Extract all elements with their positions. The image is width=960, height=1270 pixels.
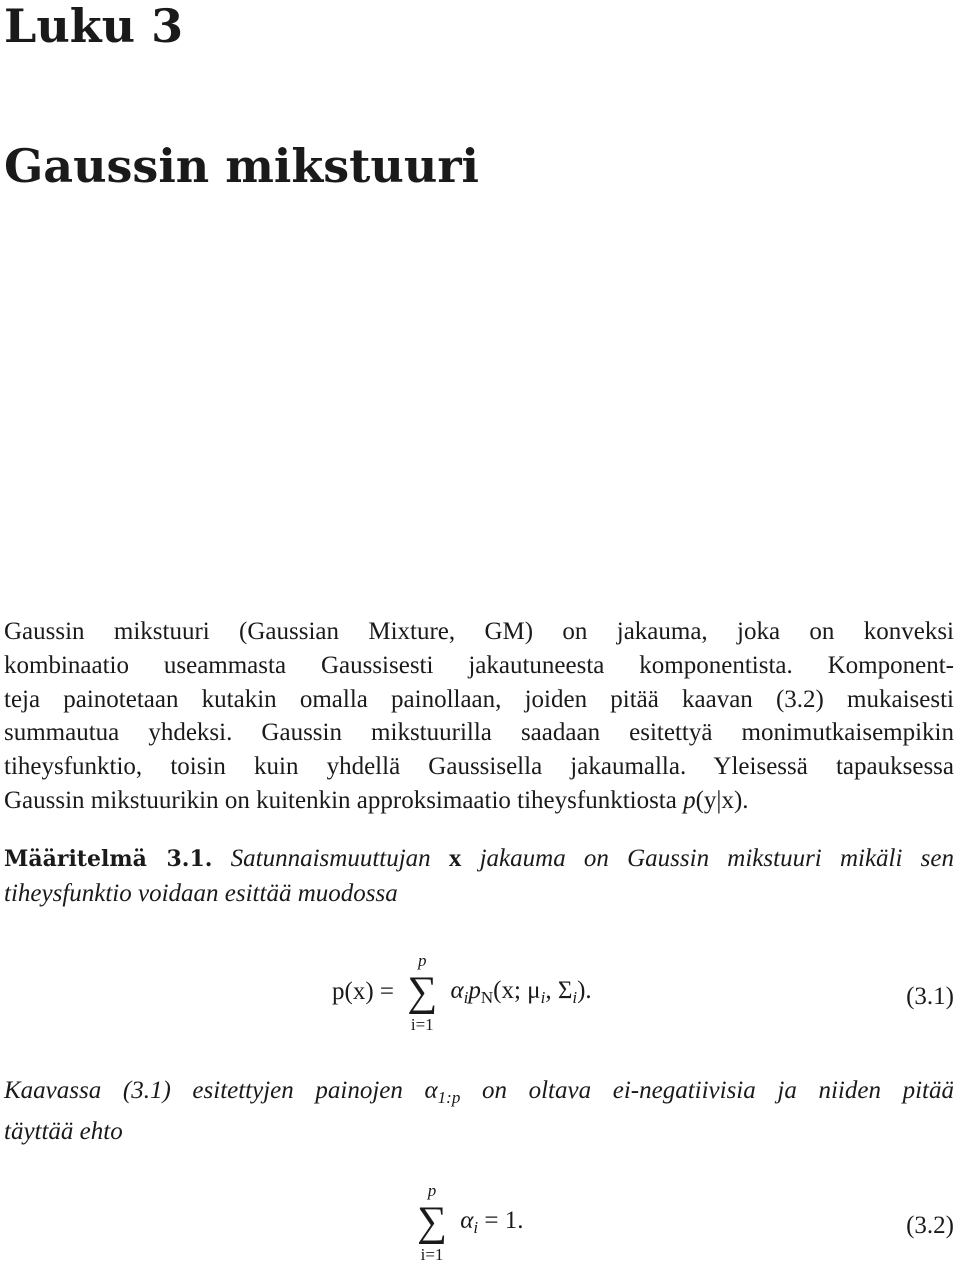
text-line: tiheysfunktio, toisin kuin yhdellä Gaussisella jakaumalla. Yleisessä tapauksessa — [4, 753, 954, 781]
summation — [400, 951, 444, 1034]
math-sub: N — [480, 987, 494, 1007]
text-fragment: esitettyjen painojen — [192, 1077, 403, 1104]
text-line: summautua yhdeksi. Gaussin mikstuurilla saadaan esitettyä monimutkaisempikin — [4, 719, 954, 747]
math-p: p — [468, 976, 481, 1004]
sum-upper-limit: p — [418, 951, 427, 970]
equation-number: (3.1) — [906, 983, 954, 1010]
text-line: täyttää ehto — [4, 1117, 123, 1145]
eq-rhs — [451, 977, 592, 1008]
chapter-title: Gaussin mikstuuri — [4, 139, 480, 193]
text-line: Gaussin mikstuuri (Gaussian Mixture, GM) on jakauma, joka on konveksi — [4, 618, 954, 645]
equation-3-1 — [332, 951, 592, 1040]
math-sub: i — [572, 987, 578, 1007]
math-alpha-symbol: α — [424, 1077, 438, 1104]
math-sub: i — [463, 987, 469, 1007]
sum-upper-limit: p — [427, 1181, 437, 1200]
math-sub: i — [540, 987, 546, 1007]
math-p: p — [683, 786, 696, 814]
sum-lower-limit: i=1 — [420, 1245, 444, 1264]
math-sub: i — [473, 1217, 479, 1237]
text-fragment: Kaavassa (3.1) — [4, 1077, 171, 1104]
sum-sign: ∑ — [407, 969, 438, 1015]
math-alpha: α — [460, 1206, 474, 1234]
definition-block — [4, 842, 954, 911]
text-fragment: Gaussin mikstuurikin on kuitenkin approksimaatio tiheysfunktiosta — [4, 786, 684, 814]
text-line — [4, 1074, 954, 1115]
math-close: ). — [577, 976, 592, 1004]
text-line — [4, 784, 954, 818]
sum-lower-limit: i=1 — [410, 1015, 434, 1034]
text-fragment: Satunnaismuuttujan — [230, 845, 431, 872]
math-rhs: = 1. — [484, 1206, 524, 1234]
intro-paragraph — [4, 615, 954, 818]
math-alpha: α — [450, 976, 464, 1004]
text-line: kombinaatio useammasta Gaussisesti jakautuneesta komponentista. Komponent- — [4, 651, 954, 679]
math-args: (y|x). — [695, 786, 749, 814]
math-sigma: , Σ — [545, 976, 573, 1004]
math-vector-x: x — [448, 845, 462, 872]
math-sub: 1:p — [437, 1088, 461, 1107]
equation-number: (3.2) — [906, 1212, 954, 1239]
text-fragment: jakauma on Gaussin mikstuuri mikäli sen — [479, 845, 954, 872]
text-line: teja painotetaan kutakin omalla painollaan, joiden pitää kaavan (3.2) mukaisesti — [4, 685, 954, 713]
math-args: (x; μ — [493, 976, 541, 1004]
eq-rhs — [460, 1207, 523, 1238]
sum-sign: ∑ — [417, 1199, 447, 1245]
eq-lhs: p(x) = — [332, 978, 394, 1005]
weights-paragraph — [4, 1074, 954, 1149]
text-line — [4, 842, 954, 877]
summation — [410, 1181, 454, 1264]
chapter-label: Luku 3 — [4, 0, 184, 53]
math-alpha — [424, 1077, 461, 1107]
equation-3-2 — [410, 1181, 524, 1270]
text-fragment: on oltava ei-negatiivisia ja niiden pitää — [481, 1077, 954, 1104]
text-line: tiheysfunktio voidaan esittää muodossa — [4, 879, 398, 907]
definition-heading: Määritelmä 3.1. — [4, 846, 213, 872]
